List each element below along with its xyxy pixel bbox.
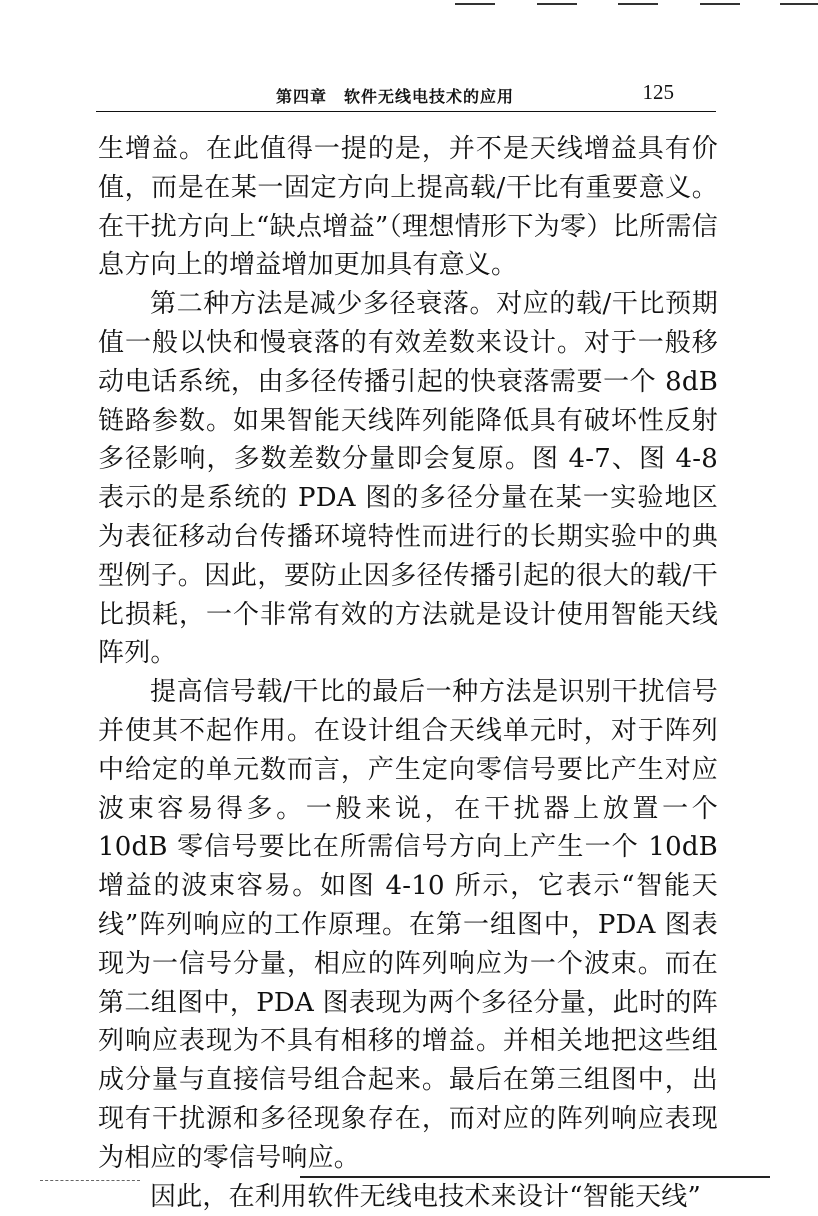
- header-divider: [96, 111, 716, 112]
- scan-edge-mark: [700, 3, 740, 5]
- chapter-title: 第四章 软件无线电技术的应用: [276, 87, 515, 106]
- page-body: [98, 130, 718, 1216]
- page-number: 125: [642, 80, 674, 104]
- running-header: [96, 80, 716, 110]
- scan-edge-mark: [780, 3, 818, 5]
- footer-divider: [300, 1176, 770, 1178]
- paragraph: 第二种方法是减少多径衰落。对应的载/干比预期值一般以快和慢衰落的有效差数来设计。对于一般移动电话系统，由多径传播引起的快衰落需要一个 8dB 链路参数。如果智能天线阵列能降低具有破坏性反射多径影响，多数差数分量即会复原。图 4-7、图 4-8 表示的是系统的 PDA 图的多径分量在某一实验地区为表征移动台传播环境特性而进行的长期实验中的典型例子。因此，要防止因多径传播引起的很大的载/干比损耗，一个非常有效的方法就是设计使用智能天线阵列。: [98, 289, 718, 669]
- scan-edge-mark: [537, 3, 577, 5]
- paragraph-continued: 生增益。在此值得一提的是，并不是天线增益具有价值，而是在某一固定方向上提高载/干比有重要意义。在干扰方向上“缺点增益”（理想情形下为零）比所需信息方向上的增益增加更加具有意义。: [98, 134, 718, 281]
- scan-edge-mark: [618, 3, 658, 5]
- paragraph: 因此，在利用软件无线电技术来设计“智能天线”: [150, 1181, 701, 1212]
- paragraph: 提高信号载/干比的最后一种方法是识别干扰信号并使其不起作用。在设计组合天线单元时，对于阵列中给定的单元数而言，产生定向零信号要比产生对应波束容易得多。一般来说，在干扰器上放置一个 10dB 零信号要比在所需信号方向上产生一个 10dB 增益的波束容易。如图 4-10 所示，它表示“智能天线”阵列响应的工作原理。在第一组图中，PDA 图表现为一信号分量，相应的阵列响应为一个波束。而在第二组图中，PDA 图表现为两个多径分量，此时的阵列响应表现为不具有相移的增益。并相关地把这些组成分量与直接信号组合起来。最后在第三组图中，出现有干扰源和多径现象存在，而对应的阵列响应表现为相应的零信号响应。: [98, 677, 718, 1173]
- scan-edge-mark: [455, 3, 495, 5]
- scan-edge-mark: [40, 1180, 140, 1181]
